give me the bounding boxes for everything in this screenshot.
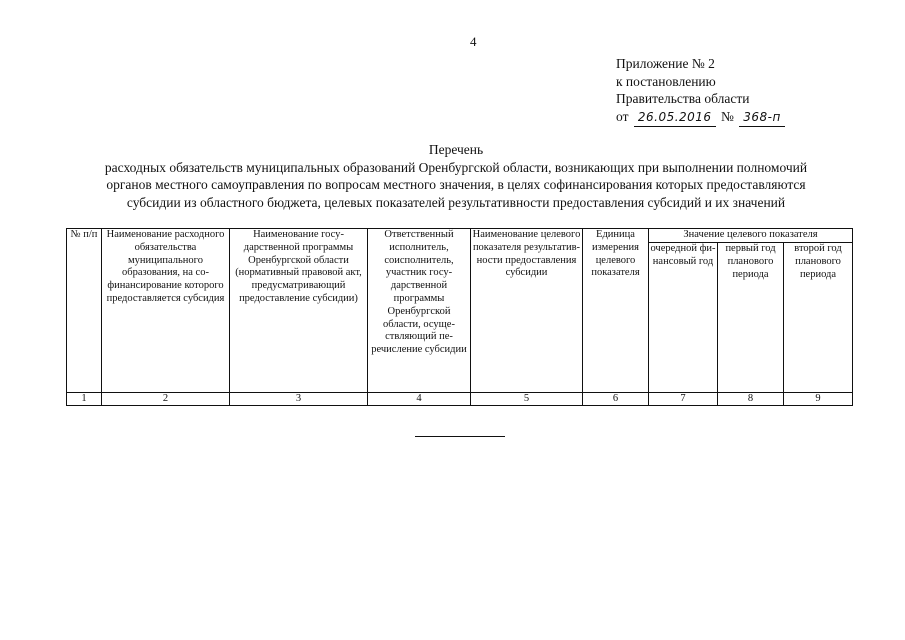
header-cell-number: № п/п (67, 229, 102, 393)
handwritten-date: 26.05.2016 (634, 109, 716, 128)
column-number-6: 6 (583, 393, 649, 406)
header-cell-executor: Ответственный исполнитель, соисполнитель, участник государственной программы Оренбургской области, осуществляющий перечисление субсидии (368, 229, 471, 393)
header-cell-indicator-value: Значение целевого показателя (649, 229, 853, 243)
appendix-line-3: Правительства области (616, 91, 750, 106)
appendix-date-line (616, 108, 785, 128)
appendix-block (616, 55, 785, 127)
title-line-3: субсидии из областного бюджета, целевых показателей результативности предоставления субсидий и их значений (126, 194, 786, 210)
title-line-1: расходных обязательств муниципальных образований Оренбургской области, возникающих при выполнении полномочий (104, 159, 808, 175)
header-cell-second-plan-year: второй год планового периода (784, 243, 853, 393)
end-separator-line (415, 436, 505, 437)
appendix-line-1: Приложение № 2 (616, 56, 715, 71)
page-number: 4 (470, 34, 477, 49)
column-number-7: 7 (649, 393, 718, 406)
header-cell-obligation: Наименование расходного обязательства муниципального образования, на софинансирование которого предоставляется субсидия (102, 229, 230, 393)
handwritten-number: 368-п (739, 109, 785, 128)
column-number-2: 2 (102, 393, 230, 406)
header-cell-current-year: очередной финансовый год (649, 243, 718, 393)
date-prefix: от (616, 108, 629, 124)
number-sign: № (720, 108, 734, 124)
header-cell-unit: Единица измерения целевого показателя (583, 229, 649, 393)
column-number-9: 9 (784, 393, 853, 406)
header-cell-indicator: Наименование целевого показателя результативности предоставления субсидии (471, 229, 583, 393)
column-number-3: 3 (230, 393, 368, 406)
column-number-5: 5 (471, 393, 583, 406)
header-cell-program: Наименование государственной программы Оренбургской области (нормативный правовой акт, предусматривающий предоставление субсидии) (230, 229, 368, 393)
title-heading: Перечень (428, 142, 484, 157)
column-number-1: 1 (67, 393, 102, 406)
appendix-line-2: к постановлению (616, 73, 716, 89)
obligations-table (66, 228, 853, 406)
document-title (50, 141, 862, 211)
column-number-8: 8 (718, 393, 784, 406)
column-number-4: 4 (368, 393, 471, 406)
title-line-2: органов местного самоуправления по вопросам местного значения, в целях софинансирования которых предоставляются (106, 177, 806, 192)
header-cell-first-plan-year: первый год планового периода (718, 243, 784, 393)
